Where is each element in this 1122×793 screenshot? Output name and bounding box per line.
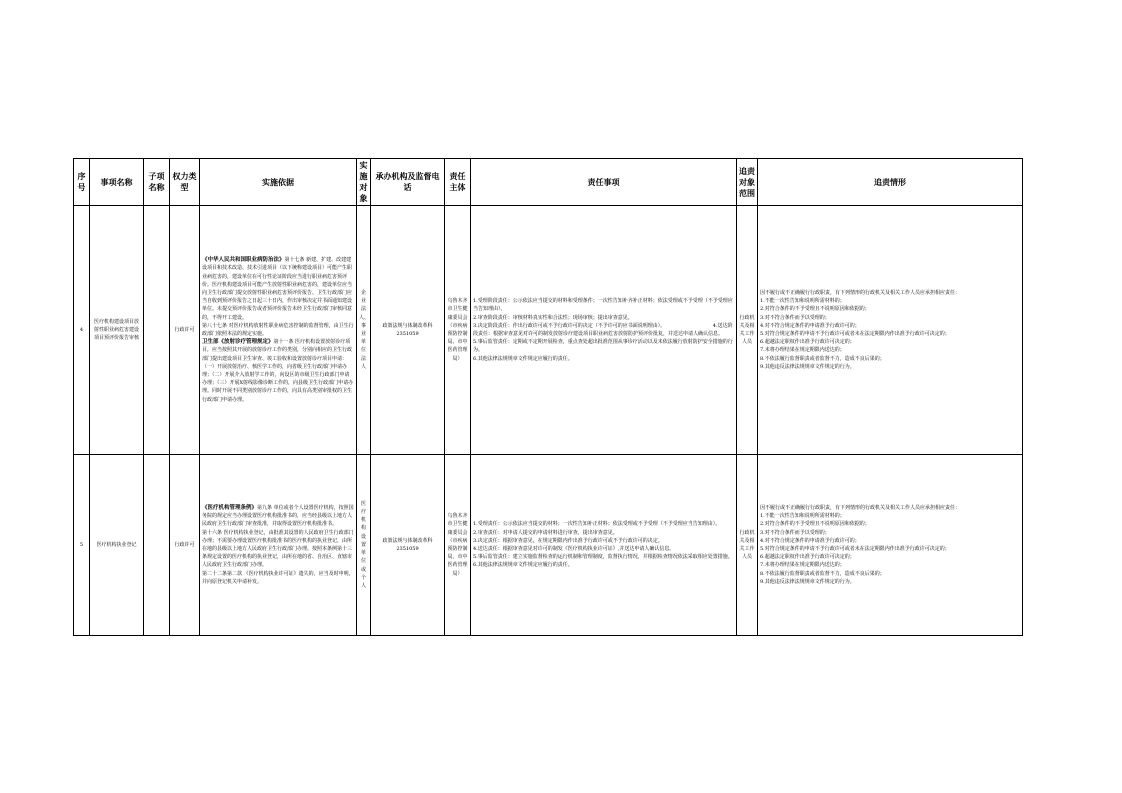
accountability-item: 5.对符合规定条件的申请不予行政许可或者未在法定期限内作出准予行政许可决定的； — [760, 331, 950, 337]
header-row — [74, 159, 1023, 206]
duty-item: 1.受理阶段责任：公示依法应当提交的材料和受理条件；一次性告知补齐补正材料；依法受理或不予受理（不予受理应当告知理由）。 — [473, 298, 733, 313]
row-seq: 4 — [74, 206, 90, 455]
accountability-item: 5.对符合规定条件的申请不予行政许可或者未在法定期限内作出准予行政许可决定的； — [760, 546, 950, 552]
accountability-item: 2.对符合条件的不予受理且不说明原因和依据的； — [760, 521, 870, 528]
accountability-item: 9.其他违反法律法规规章文件规定的行为。 — [760, 363, 855, 370]
accountability-item: 2.对符合条件的不予受理且不说明原因和依据的； — [760, 306, 870, 313]
header-seq: 序号 — [74, 159, 90, 206]
row-accountability — [758, 206, 1023, 455]
duty-item: 6.其他法律法规规章文件规定应履行的责任。 — [473, 355, 573, 362]
accountability-item: 1.不能一次性告知和说明所需材料的； — [760, 298, 845, 305]
row-sub-item — [144, 455, 170, 636]
accountability-item: 8.不依法履行监督职责或者监督不力，造成不良后果的； — [760, 570, 885, 577]
row-seq: 5 — [74, 455, 90, 636]
duty-item: 2.审查责任：对申请人提交的申请材料进行审查，提出审查意见。 — [473, 529, 618, 536]
accountability-item: 1.不能一次性告知和说明所需材料的； — [760, 513, 845, 520]
row-accountability — [758, 455, 1023, 636]
header-power-type: 权力类型 — [170, 159, 200, 206]
basis-law-text: 第十七条 新建、扩建、改建建设项目和技术改造、技术引进项目（以下统称建设项目）可能产生职业病危害的，建设单位在可行性论证阶段应当进行职业病危害预评价。医疗机构建设项目可能产生放射性职业病危害的，建设单位应当向卫生行政部门提交放射性职业病危害预评价报告。卫生行政部门应当自收到预评价报告之日起三十日内，作出审核决定并书面通知建设单位。未提交预评价报告或者预评价报告未经卫生行政部门审核同意的，不得开工建设。 — [202, 257, 353, 321]
table-row — [74, 206, 1023, 455]
header-sub-item: 子项名称 — [144, 159, 170, 206]
duty-item: 5.事后监管责任：定期或不定期开展检查，重点查处超出批准范围从事诊疗活动以及未依法履行放射防护安全措施的行为。 — [473, 339, 733, 354]
basis-law-text: 第十六条 医疗机构执业登记，由批准其设置的人民政府卫生行政部门办理；不需要办理设置医疗机构批准书的医疗机构的执业登记，由所在地的县级以上地方人民政府卫生行政部门办理。按照本条例第十三条规定设置的医疗机构的执业登记，由所在地的省、自治区、直辖市人民政府卫生行政部门办理。 — [202, 529, 354, 569]
row-subject: 乌鲁木齐市卫生健康委员会（市疾病预防控制局、市中医药管理局） — [445, 206, 471, 455]
duty-item: 3.决定责任：根据审查意见，在规定期限内作出准予行政许可或不予行政许可的决定。 — [473, 537, 663, 544]
basis-law-text: 第九条 单位或者个人设置医疗机构，按照国务院的规定应当办理设置医疗机构批准书的，应当经县级以上地方人民政府卫生行政部门审查批准，并取得设置医疗机构批准书。 — [202, 504, 354, 528]
row-power-type: 行政许可 — [170, 455, 200, 636]
row-scope: 行政机关及相关工作人员 — [737, 206, 758, 455]
row-power-type: 行政许可 — [170, 206, 200, 455]
accountability-item: 7.未将办理结果在规定期限内送达的； — [760, 562, 845, 569]
accountability-item: 4.对不符合规定条件的申请准予行政许可的； — [760, 322, 860, 329]
accountability-item: 6.超越法定职权作出准予行政许可决定的； — [760, 554, 855, 561]
row-duties — [471, 455, 737, 636]
duty-item: 3.决定阶段责任：作出行政许可或不予行政许可的决定（不予许可的应书面说明理由）。 4.送达阶段责任：根据审查意见对许可的制发放射诊疗建设项目职业病危害放射防护预评价批复，并送达申请人确认信息。 — [473, 322, 733, 337]
accountability-item: 9.其他违反法律法规规章文件规定的行为。 — [760, 578, 855, 585]
row-org: 政策法规与体制改革科2351059 — [371, 206, 445, 455]
row-basis — [200, 455, 357, 636]
row-basis — [200, 206, 357, 455]
header-duties: 责任事项 — [471, 159, 737, 206]
table-row — [74, 455, 1023, 636]
row-scope: 行政机关及相关工作人员 — [737, 455, 758, 636]
accountability-item: 6.超越法定职权作出准予行政许可决定的； — [760, 339, 855, 346]
header-basis: 实施依据 — [200, 159, 357, 206]
header-org: 承办机构及监督电话 — [371, 159, 445, 206]
row-subject: 乌鲁木齐市卫生健康委员会（市疾病预防控制局、市中医药管理局） — [445, 455, 471, 636]
accountability-item: 7.未将办理结果在规定期限内送达的； — [760, 347, 845, 354]
duty-item: 1.受理责任：公示依法应当提交的材料；一次性告知补正材料；依法受理或不予受理（不予受理应当告知理由）。 — [473, 521, 721, 528]
accountability-item: 因不履行或不正确履行行政职责，有下列情形的行政机关及相关工作人员应承担相应责任： — [760, 504, 961, 511]
row-target: 企业法人、事业单位法人 — [357, 206, 371, 455]
basis-law-title: 《医疗机构管理条例》 — [202, 504, 258, 511]
responsibility-table — [73, 158, 1023, 636]
header-target: 实施对象 — [357, 159, 371, 206]
accountability-item: 3.对不符合条件而予以受理的； — [760, 314, 830, 321]
duty-item: 6.其他法律法规规章文件规定应履行的责任。 — [473, 562, 573, 569]
header-accountability: 追责情形 — [758, 159, 1023, 206]
header-scope: 追责对象范围 — [737, 159, 758, 206]
accountability-item: 4.对不符合规定条件的申请准予行政许可的； — [760, 537, 860, 544]
basis-law-text: 第十一条 医疗机构设置放射诊疗项目，应当按照其开展的放射诊疗工作的类别，分别向相应的卫生行政部门提出建设项目卫生审查、竣工验收和设置放射诊疗项目申请：（一）开展放射治疗、核医学工作的，向省级卫生行政部门申请办理；（二）开展介入放射学工作的，向设区的市级卫生行政部门申请办理；（三）开展X射线影像诊断工作的，向县级卫生行政部门申请办理。同时开展不同类别放射诊疗工作的，向具有高类别审批权的卫生行政部门申请办理。 — [202, 339, 354, 403]
row-item-name: 医疗机构执业登记 — [90, 455, 144, 636]
accountability-item: 因不履行或不正确履行行政职责，有下列情形的行政机关及相关工作人员应承担相应责任： — [760, 289, 961, 296]
row-target: 医疗机构设置单位或个人 — [357, 455, 371, 636]
duty-item: 4.送达责任：根据审查意见对许可的制发《医疗机构执业许可证》,并送达申请人确认信息。 — [473, 546, 675, 552]
header-item-name: 事项名称 — [90, 159, 144, 206]
basis-law-text: 第二十二条第二款 《医疗机构执业许可证》遗失的，应当及时申明，并向原登记机关申请补发。 — [202, 570, 354, 585]
basis-law-title: 卫生部《放射诊疗管理规定》 — [202, 339, 274, 346]
duty-item: 2.审查阶段责任：审核材料真实性和合法性；现场审核；提出审查意见。 — [473, 314, 633, 321]
accountability-item: 3.对不符合条件而予以受理的； — [760, 529, 830, 536]
basis-law-title: 《中华人民共和国职业病防治法》 — [202, 257, 285, 264]
row-duties — [471, 206, 737, 455]
row-sub-item — [144, 206, 170, 455]
row-item-name: 医疗机构建设项目放射性职业病危害建设项目预评价报告审核 — [90, 206, 144, 455]
accountability-item: 8.不依法履行监督职责或者监督不力，造成不良后果的； — [760, 355, 885, 362]
basis-law-text: 第八十七条 对医疗机构放射性职业病危害控制的监督管理，由卫生行政部门依照本法的规定实施。 — [202, 322, 354, 337]
header-subject: 责任主体 — [445, 159, 471, 206]
duty-item: 5.事后监管责任：建立实施监督检查的运行机制和管理制度，监督执行情况，并根据检查情况依法采取相应处置措施。 — [473, 554, 733, 561]
row-org: 政策法规与体制改革科2351059 — [371, 455, 445, 636]
